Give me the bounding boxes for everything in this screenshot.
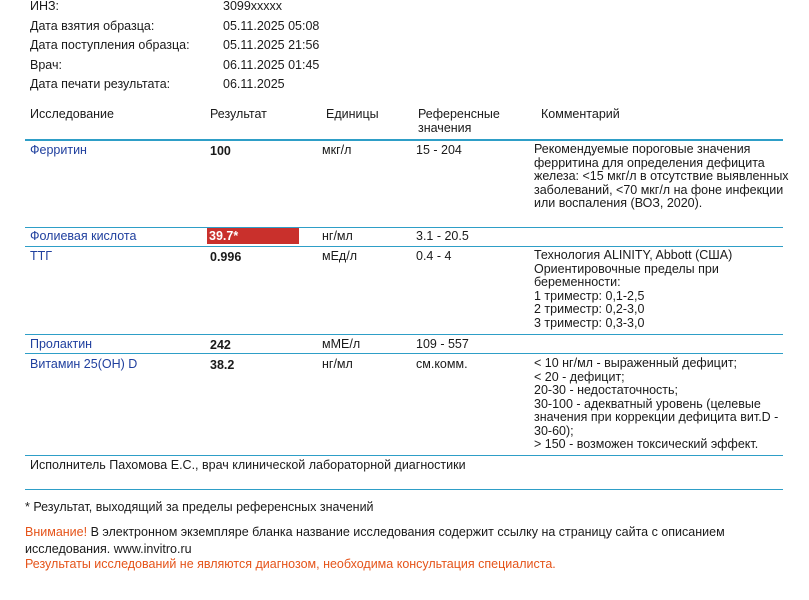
- warning-label: Внимание!: [25, 525, 88, 539]
- comment-line: 20-30 - недостаточность;: [534, 383, 679, 397]
- out-of-range-footnote: * Результат, выходящий за пределы референсных значений: [25, 500, 374, 514]
- meta-value: 06.11.2025: [223, 77, 285, 91]
- executor-signature: Исполнитель Пахомова Е.С., врач клинической лабораторной диагностики: [30, 458, 466, 472]
- meta-label: Дата печати результата:: [30, 77, 171, 91]
- comment-line: 3 триместр: 0,3-3,0: [534, 315, 645, 330]
- comment-line: беременности:: [534, 275, 621, 289]
- header-investigation: Исследование: [30, 107, 114, 121]
- row-divider: [25, 353, 783, 354]
- result-value: 242: [210, 338, 231, 352]
- units: нг/мл: [322, 357, 353, 371]
- row-divider: [25, 334, 783, 335]
- test-name-link[interactable]: ТТГ: [30, 249, 53, 263]
- comment-line: 2 триместр: 0,2-3,0: [534, 302, 645, 316]
- section-divider: [25, 489, 783, 490]
- comment-line: < 10 нг/мл - выраженный дефицит;: [534, 356, 738, 370]
- reference-range: 109 - 557: [416, 337, 469, 351]
- comment-line: < 20 - дефицит;: [534, 369, 625, 384]
- units: мЕд/л: [322, 249, 357, 263]
- notice: [25, 524, 795, 558]
- header-comment: Комментарий: [541, 107, 620, 121]
- comment-line: > 150 - возможен токсический эффект.: [534, 437, 759, 451]
- header-divider: [25, 139, 783, 141]
- reference-range: 15 - 204: [416, 143, 462, 157]
- reference-range: 3.1 - 20.5: [416, 229, 469, 243]
- row-divider: [25, 227, 783, 228]
- header-reference: Референсные значения: [418, 107, 500, 135]
- test-name-link[interactable]: Фолиевая кислота: [30, 229, 137, 243]
- comment-line: 1 триместр: 0,1-2,5: [534, 288, 645, 303]
- meta-value: 3099xxxxx: [223, 0, 283, 13]
- comment: [534, 249, 789, 330]
- row-divider: [25, 246, 783, 247]
- meta-value: 06.11.2025 01:45: [223, 57, 320, 72]
- comment-line: Технология ALINITY, Abbott (США): [534, 248, 733, 262]
- website-link[interactable]: www.invitro.ru: [113, 542, 192, 556]
- result-value: 0.996: [210, 250, 242, 264]
- units: мкг/л: [322, 143, 352, 157]
- meta-label: Дата взятия образца:: [30, 18, 155, 33]
- result-value: 100: [210, 144, 231, 158]
- meta-label: Врач:: [30, 57, 62, 72]
- out-of-range-result: 39.7*: [207, 228, 299, 244]
- comment-line: 30-100 - адекватный уровень (целевые значения при коррекции дефицита вит.D - 30-60);: [534, 396, 779, 438]
- comment-line: Ориентировочные пределы при: [534, 261, 719, 276]
- meta-label: Дата поступления образца:: [30, 38, 190, 52]
- reference-range: см.комм.: [416, 357, 468, 371]
- test-name-link[interactable]: Пролактин: [30, 337, 93, 351]
- header-units: Единицы: [326, 107, 379, 121]
- units: нг/мл: [322, 229, 353, 243]
- reference-range: 0.4 - 4: [416, 249, 452, 263]
- units: мМЕ/л: [322, 337, 361, 351]
- header-result: Результат: [210, 107, 267, 121]
- result-value: 38.2: [210, 358, 235, 372]
- meta-label: ИНЗ:: [30, 0, 60, 13]
- comment: Рекомендуемые пороговые значения ферритина для определения дефицита железа: <15 мкг/л в отсутствие выявленных заболеваний, <70 мкг/л на фоне инфекции или воспаления (ВОЗ, 2020).: [534, 142, 789, 210]
- disclaimer: Результаты исследований не являются диагнозом, необходима консультация специалиста.: [25, 557, 556, 571]
- row-divider: [25, 455, 783, 456]
- test-name-link[interactable]: Витамин 25(ОН) D: [30, 357, 138, 371]
- comment: [534, 357, 789, 452]
- test-name-link[interactable]: Ферритин: [30, 143, 87, 157]
- meta-value: 05.11.2025 21:56: [223, 38, 320, 52]
- notice-text: В электронном экземпляре бланка название исследования содержит ссылку на страницу сайта с описанием исследования.: [25, 525, 725, 556]
- meta-value: 05.11.2025 05:08: [223, 18, 320, 33]
